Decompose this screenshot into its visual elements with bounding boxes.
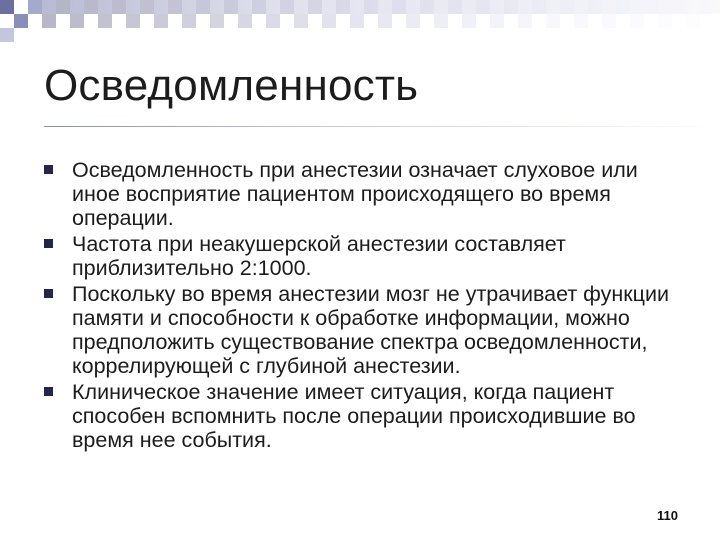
checker-square [574,14,588,28]
checker-square [406,14,420,28]
checker-square [630,14,644,28]
checker-square [294,14,308,28]
checker-square [700,0,714,14]
bullet-text: Поскольку во время анестезии мозг не утрачивает функции памяти и способности к обработке информации, можно предположить существование спектра осведомленности, коррелирующей с глубиной анестезии. [72,282,669,378]
checker-square [602,14,616,28]
checker-square [686,14,700,28]
checker-square [154,14,168,28]
checker-square [350,14,364,28]
checker-square [518,14,532,28]
checker-square [434,14,448,28]
checker-square [672,0,686,14]
checker-square [546,14,560,28]
square-bullet-icon [44,387,53,396]
checker-square [658,14,672,28]
bullet-text: Осведомленность при анестезии означает слуховое или иное восприятие пациентом происходящего во время операции. [72,158,638,230]
page-number: 110 [657,508,678,523]
checker-square [126,14,140,28]
checker-square [42,14,56,28]
checker-square [98,14,112,28]
checker-square [56,0,70,14]
checker-square [182,14,196,28]
checker-square [392,0,406,14]
bullet-item [44,380,684,452]
bullet-text: Частота при неакушерской анестезии составляет приблизительно 2:1000. [72,232,566,280]
square-bullet-icon [44,239,53,248]
checker-square [252,0,266,14]
checker-square [644,0,658,14]
checker-square [210,14,224,28]
checker-square [308,0,322,14]
checker-square [378,14,392,28]
slide-title: Осведомленность [44,61,419,110]
checker-square [266,14,280,28]
checker-square [616,0,630,14]
checker-square [560,0,574,14]
checker-pattern [0,0,720,42]
checker-square [168,0,182,14]
checker-square [532,0,546,14]
checker-square [238,14,252,28]
checker-square [70,14,84,28]
checker-square [364,0,378,14]
checker-square [322,14,336,28]
square-bullet-icon [44,289,53,298]
bullet-item [44,158,684,230]
checker-square [224,0,238,14]
checker-square [490,14,504,28]
bullet-text: Клиническое значение имеет ситуация, когда пациент способен вспомнить после операции происходившие во время нее события. [72,380,636,452]
bullet-list [44,158,684,452]
checker-square [448,0,462,14]
square-bullet-icon [44,165,53,174]
checker-square [420,0,434,14]
checker-square [476,0,490,14]
checker-square [84,0,98,14]
title-divider [44,126,720,127]
checker-square [112,0,126,14]
bullet-item [44,232,684,280]
checker-square [336,0,350,14]
checker-square [588,0,602,14]
checker-square [140,0,154,14]
decorative-header-pattern [0,0,720,42]
checker-square [462,14,476,28]
checker-square [504,0,518,14]
checker-square [196,0,210,14]
bullet-item [44,282,684,378]
checker-square [280,0,294,14]
